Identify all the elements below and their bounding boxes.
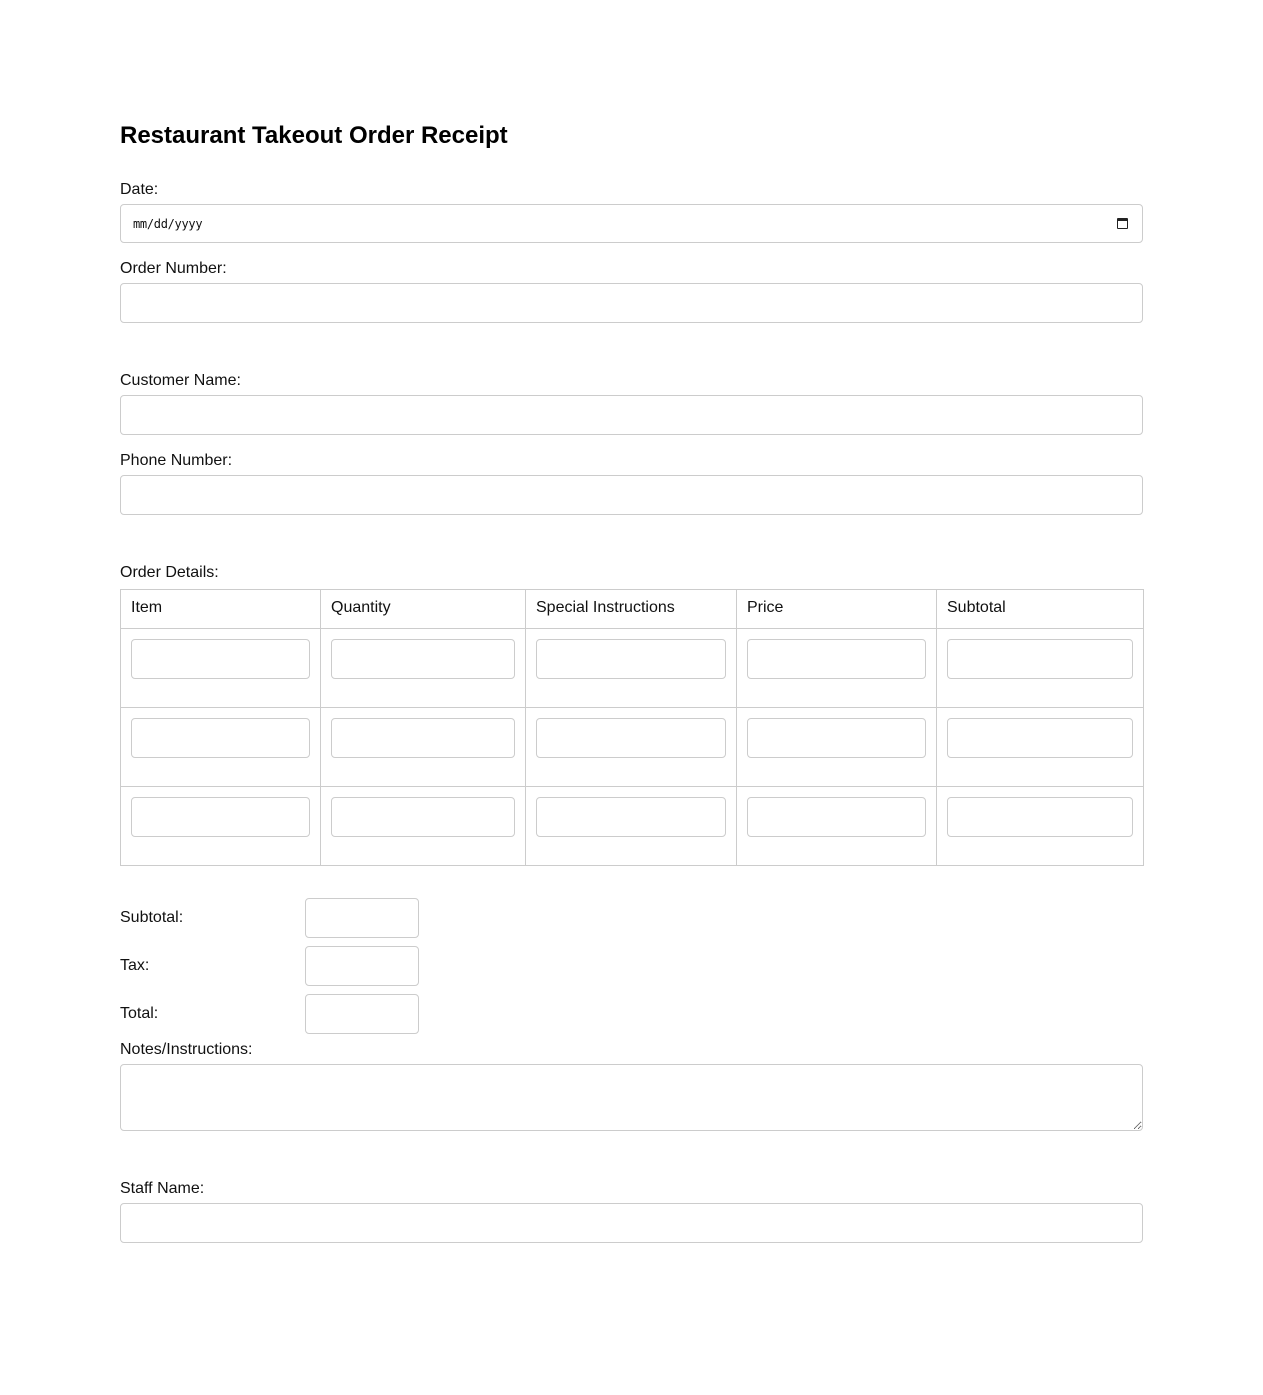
table-cell <box>121 629 321 708</box>
column-header-quantity: Quantity <box>321 590 526 629</box>
table-cell <box>937 787 1144 866</box>
row-subtotal-input[interactable] <box>947 639 1133 679</box>
phone-number-input[interactable] <box>120 475 1143 515</box>
item-input[interactable] <box>131 797 310 837</box>
tax-label: Tax: <box>120 957 150 974</box>
order-number-input[interactable] <box>120 283 1143 323</box>
table-row <box>121 708 1144 787</box>
tax-input[interactable] <box>305 946 419 986</box>
special-instructions-input[interactable] <box>536 797 726 837</box>
total-input[interactable] <box>305 994 419 1034</box>
phone-number-label: Phone Number: <box>120 452 233 469</box>
table-cell <box>321 708 526 787</box>
price-input[interactable] <box>747 797 926 837</box>
price-input[interactable] <box>747 639 926 679</box>
table-cell <box>526 708 737 787</box>
date-placeholder: mm/dd/yyyy <box>133 216 203 231</box>
item-input[interactable] <box>131 718 310 758</box>
table-cell <box>737 629 937 708</box>
notes-label: Notes/Instructions: <box>120 1041 253 1058</box>
table-row <box>121 629 1144 708</box>
item-input[interactable] <box>131 639 310 679</box>
notes-textarea[interactable] <box>120 1064 1143 1131</box>
column-header-item: Item <box>121 590 321 629</box>
special-instructions-input[interactable] <box>536 718 726 758</box>
table-row <box>121 787 1144 866</box>
quantity-input[interactable] <box>331 718 515 758</box>
row-subtotal-input[interactable] <box>947 718 1133 758</box>
table-cell <box>321 787 526 866</box>
page-title: Restaurant Takeout Order Receipt <box>120 122 508 149</box>
table-cell <box>321 629 526 708</box>
row-subtotal-input[interactable] <box>947 797 1133 837</box>
staff-name-label: Staff Name: <box>120 1180 205 1197</box>
date-input[interactable] <box>120 204 1143 243</box>
calendar-icon[interactable] <box>1117 218 1128 229</box>
table-cell <box>526 629 737 708</box>
column-header-subtotal: Subtotal <box>937 590 1144 629</box>
table-header-row <box>121 590 1144 629</box>
order-details-table <box>120 589 1144 866</box>
subtotal-input[interactable] <box>305 898 419 938</box>
column-header-special-instructions: Special Instructions <box>526 590 737 629</box>
table-cell <box>121 708 321 787</box>
order-number-label: Order Number: <box>120 260 227 277</box>
price-input[interactable] <box>747 718 926 758</box>
date-label: Date: <box>120 181 159 198</box>
table-cell <box>937 629 1144 708</box>
table-cell <box>937 708 1144 787</box>
table-cell <box>526 787 737 866</box>
special-instructions-input[interactable] <box>536 639 726 679</box>
total-label: Total: <box>120 1005 159 1022</box>
order-details-label: Order Details: <box>120 564 219 581</box>
table-cell <box>737 708 937 787</box>
quantity-input[interactable] <box>331 639 515 679</box>
customer-name-label: Customer Name: <box>120 372 241 389</box>
staff-name-input[interactable] <box>120 1203 1143 1243</box>
column-header-price: Price <box>737 590 937 629</box>
customer-name-input[interactable] <box>120 395 1143 435</box>
subtotal-label: Subtotal: <box>120 909 184 926</box>
table-cell <box>737 787 937 866</box>
table-cell <box>121 787 321 866</box>
quantity-input[interactable] <box>331 797 515 837</box>
